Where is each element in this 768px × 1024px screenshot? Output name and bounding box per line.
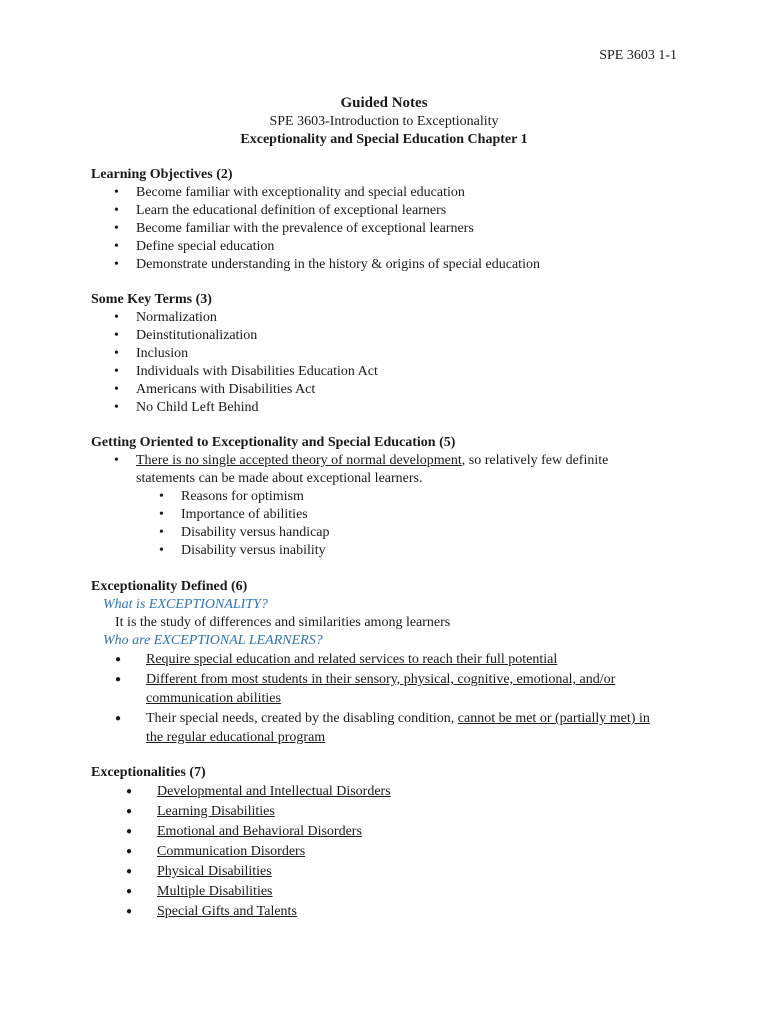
- learning-objectives-list: [91, 184, 711, 274]
- list-item: • Disability versus inability: [91, 542, 711, 560]
- list-item: [91, 709, 661, 747]
- answer-exceptionality: It is the study of differences and similarities among learners: [115, 615, 451, 630]
- list-item: • Learn the educational definition of exceptional learners: [91, 202, 711, 220]
- list-item: [102, 782, 711, 801]
- bullet-text: Different from most students in their sensory, physical, cognitive, emotional, and/or communication abilities: [146, 672, 616, 706]
- exceptionalities-section: [91, 764, 711, 922]
- question-who-are-exceptional-learners: Who are EXCEPTIONAL LEARNERS?: [103, 633, 323, 648]
- exceptionality-defined-heading: Exceptionality Defined (6): [91, 579, 248, 594]
- learning-objectives-heading: Learning Objectives (2): [91, 167, 233, 182]
- bullet-text: Require special education and related services to reach their full potential: [146, 652, 558, 667]
- list-item: • Disability versus handicap: [91, 524, 711, 542]
- statement-rest: , so relatively few definite statements can be made about exceptional learners.: [136, 453, 609, 486]
- item-text: Developmental and Intellectual Disorders: [157, 784, 391, 799]
- item-text: Special Gifts and Talents: [157, 904, 297, 919]
- item-text: Emotional and Behavioral Disorders: [157, 824, 362, 839]
- list-item: [91, 670, 661, 708]
- question-what-is-exceptionality: What is EXCEPTIONALITY?: [103, 597, 268, 612]
- key-terms-heading: Some Key Terms (3): [91, 292, 212, 307]
- list-item: • Normalization: [91, 309, 711, 327]
- list-item: • Define special education: [91, 238, 711, 256]
- list-item: • No Child Left Behind: [91, 399, 711, 417]
- getting-oriented-heading: Getting Oriented to Exceptionality and Special Education (5): [91, 435, 456, 450]
- list-item: • Deinstitutionalization: [91, 327, 711, 345]
- underlined-statement: There is no single accepted theory of normal development: [136, 453, 462, 468]
- getting-oriented-list: [91, 452, 711, 488]
- exceptionalities-list: [102, 782, 711, 921]
- list-item: • Individuals with Disabilities Education Act: [91, 363, 711, 381]
- page-header-code: SPE 3603 1-1: [599, 48, 677, 63]
- list-item: [102, 902, 711, 921]
- chapter-title: Exceptionality and Special Education Chapter 1: [240, 132, 528, 147]
- item-text: Communication Disorders: [157, 844, 306, 859]
- key-terms-list: [91, 309, 711, 417]
- key-terms-section: [91, 291, 711, 417]
- getting-oriented-section: [91, 434, 711, 560]
- bullet-text-plain: Their special needs, created by the disabling condition,: [146, 711, 458, 726]
- course-subtitle: SPE 3603-Introduction to Exceptionality: [269, 114, 499, 129]
- list-item: [102, 802, 711, 821]
- exceptionality-defined-section: [91, 578, 711, 748]
- getting-oriented-sublist: [91, 488, 711, 560]
- item-text: Learning Disabilities: [157, 804, 275, 819]
- list-item: • Reasons for optimism: [91, 488, 711, 506]
- document-title: Guided Notes: [340, 95, 428, 111]
- list-item: [102, 822, 711, 841]
- exceptional-learners-list: [91, 650, 661, 747]
- list-item: • Americans with Disabilities Act: [91, 381, 711, 399]
- list-item: [91, 452, 666, 488]
- list-item: • Importance of abilities: [91, 506, 711, 524]
- list-item: • Become familiar with the prevalence of exceptional learners: [91, 220, 711, 238]
- list-item: • Become familiar with exceptionality and special education: [91, 184, 711, 202]
- list-item: [102, 842, 711, 861]
- bullet-text-underlined: cannot be met or (partially met) in the regular educational program: [146, 711, 650, 745]
- list-item: [102, 882, 711, 901]
- list-item: [91, 650, 661, 669]
- exceptionalities-heading: Exceptionalities (7): [91, 765, 206, 780]
- list-item: • Demonstrate understanding in the history & origins of special education: [91, 256, 711, 274]
- list-item: • Inclusion: [91, 345, 711, 363]
- item-text: Physical Disabilities: [157, 864, 272, 879]
- learning-objectives-section: [91, 166, 711, 274]
- list-item: [102, 862, 711, 881]
- item-text: Multiple Disabilities: [157, 884, 273, 899]
